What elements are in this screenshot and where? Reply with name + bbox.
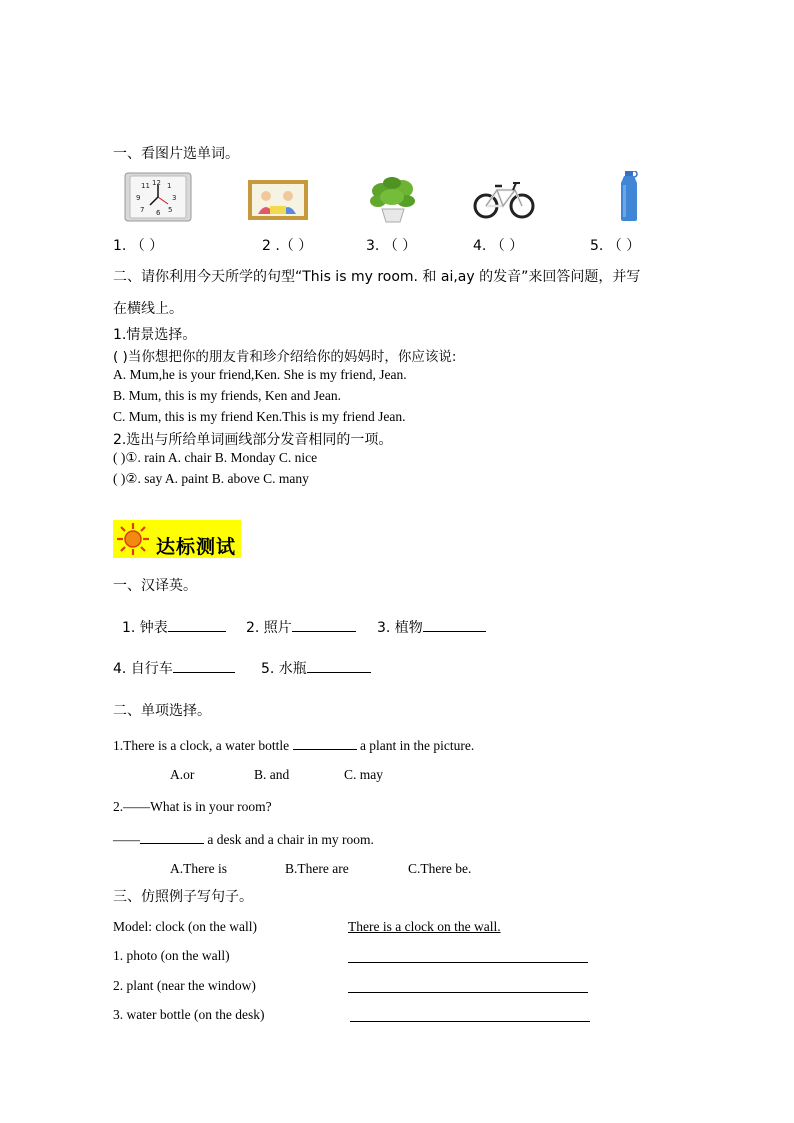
sentence-item-2: 2. plant (near the window) bbox=[113, 978, 256, 993]
pic-choice-4: 4. （ ） bbox=[473, 238, 524, 254]
vocab-3 bbox=[377, 617, 486, 637]
model-label: Model: clock (on the wall) bbox=[113, 919, 257, 934]
q1-option-b: B. Mum, this is my friends, Ken and Jean. bbox=[113, 388, 341, 403]
mc-q1-stem bbox=[113, 736, 474, 754]
svg-text:12: 12 bbox=[152, 179, 161, 187]
pic-choice-1: 1. （ ） bbox=[113, 238, 164, 254]
answer-line-1[interactable] bbox=[348, 962, 588, 963]
svg-text:3: 3 bbox=[172, 194, 177, 202]
pic-choice-5: 5. （ ） bbox=[590, 238, 641, 254]
vocab-3-blank[interactable] bbox=[423, 618, 486, 632]
test-banner-title: 达标测试 bbox=[156, 536, 237, 558]
q2-title: 2.选出与所给单词画线部分发音相同的一项。 bbox=[113, 432, 393, 448]
svg-text:5: 5 bbox=[168, 206, 173, 214]
mc-q2-blank[interactable] bbox=[140, 830, 204, 844]
mc-q2-dash: —— bbox=[113, 832, 140, 847]
mc-q2-rest: a desk and a chair in my room. bbox=[207, 832, 374, 847]
vocab-3-label: 3. 植物 bbox=[377, 620, 423, 636]
mc-q2-line1: 2.——What is in your room? bbox=[113, 799, 272, 814]
pic-choice-2: 2 .（ ） bbox=[262, 238, 313, 254]
vocab-2-label: 2. 照片 bbox=[246, 620, 292, 636]
vocab-4 bbox=[113, 658, 235, 678]
mc-q1-option-a: A.or bbox=[170, 767, 195, 782]
sentence-item-3: 3. water bottle (on the desk) bbox=[113, 1007, 265, 1022]
test2-heading: 二、单项选择。 bbox=[113, 703, 211, 719]
photo-icon bbox=[248, 180, 308, 220]
mc-q2-option-b: B.There are bbox=[285, 861, 349, 876]
vocab-4-label: 4. 自行车 bbox=[113, 661, 173, 677]
test1-heading: 一、汉译英。 bbox=[113, 578, 197, 594]
bicycle-icon bbox=[473, 178, 535, 220]
sun-icon bbox=[114, 521, 152, 557]
q2-line-2: ( )②. say A. paint B. above C. many bbox=[113, 471, 309, 486]
mc-q1-option-b: B. and bbox=[254, 767, 290, 782]
vocab-1-label: 1. 钟表 bbox=[122, 620, 168, 636]
mc-q1-option-c: C. may bbox=[344, 767, 383, 782]
clock-icon bbox=[124, 172, 192, 222]
sentence-item-1: 1. photo (on the wall) bbox=[113, 948, 230, 963]
q1-option-a: A. Mum,he is your friend,Ken. She is my friend, Jean. bbox=[113, 367, 407, 382]
part1-heading: 一、看图片选单词。 bbox=[113, 146, 239, 162]
vocab-2-blank[interactable] bbox=[292, 618, 356, 632]
plant-icon bbox=[368, 177, 418, 223]
water-bottle-icon bbox=[617, 171, 641, 221]
answer-line-3[interactable] bbox=[350, 1021, 590, 1022]
part2-heading-line1: 二、请你利用今天所学的句型“This is my room. 和 ai,ay 的发音”来回答问题，并写 bbox=[113, 269, 641, 285]
q1-title: 1.情景选择。 bbox=[113, 327, 197, 343]
part2-heading-line2: 在横线上。 bbox=[113, 301, 183, 317]
answer-line-2[interactable] bbox=[348, 992, 588, 993]
model-answer: There is a clock on the wall. bbox=[348, 919, 501, 934]
svg-text:6: 6 bbox=[156, 209, 161, 217]
svg-text:1: 1 bbox=[167, 182, 172, 190]
mc-q1-stem-b: a plant in the picture. bbox=[359, 738, 475, 753]
mc-q2-option-a: A.There is bbox=[170, 861, 227, 876]
mc-q2-line2 bbox=[113, 830, 374, 848]
svg-text:11: 11 bbox=[141, 182, 150, 190]
vocab-5 bbox=[261, 658, 371, 678]
vocab-1 bbox=[122, 617, 226, 637]
mc-q1-stem-a: 1.There is a clock, a water bottle bbox=[113, 738, 290, 753]
svg-text:9: 9 bbox=[136, 194, 141, 202]
vocab-4-blank[interactable] bbox=[173, 659, 235, 673]
pic-choice-3: 3. （ ） bbox=[366, 238, 417, 254]
vocab-5-blank[interactable] bbox=[307, 659, 371, 673]
test3-heading: 三、仿照例子写句子。 bbox=[113, 889, 253, 905]
vocab-2 bbox=[246, 617, 356, 637]
q2-line-1: ( )①. rain A. chair B. Monday C. nice bbox=[113, 450, 318, 465]
vocab-1-blank[interactable] bbox=[168, 618, 226, 632]
svg-text:7: 7 bbox=[140, 206, 145, 214]
vocab-5-label: 5. 水瓶 bbox=[261, 661, 307, 677]
mc-q1-blank[interactable] bbox=[293, 736, 357, 750]
q1-prompt: ( )当你想把你的朋友肯和珍介绍给你的妈妈时，你应该说: bbox=[113, 349, 457, 365]
mc-q2-option-c: C.There be. bbox=[408, 861, 472, 876]
q1-option-c: C. Mum, this is my friend Ken.This is my friend Jean. bbox=[113, 409, 406, 424]
